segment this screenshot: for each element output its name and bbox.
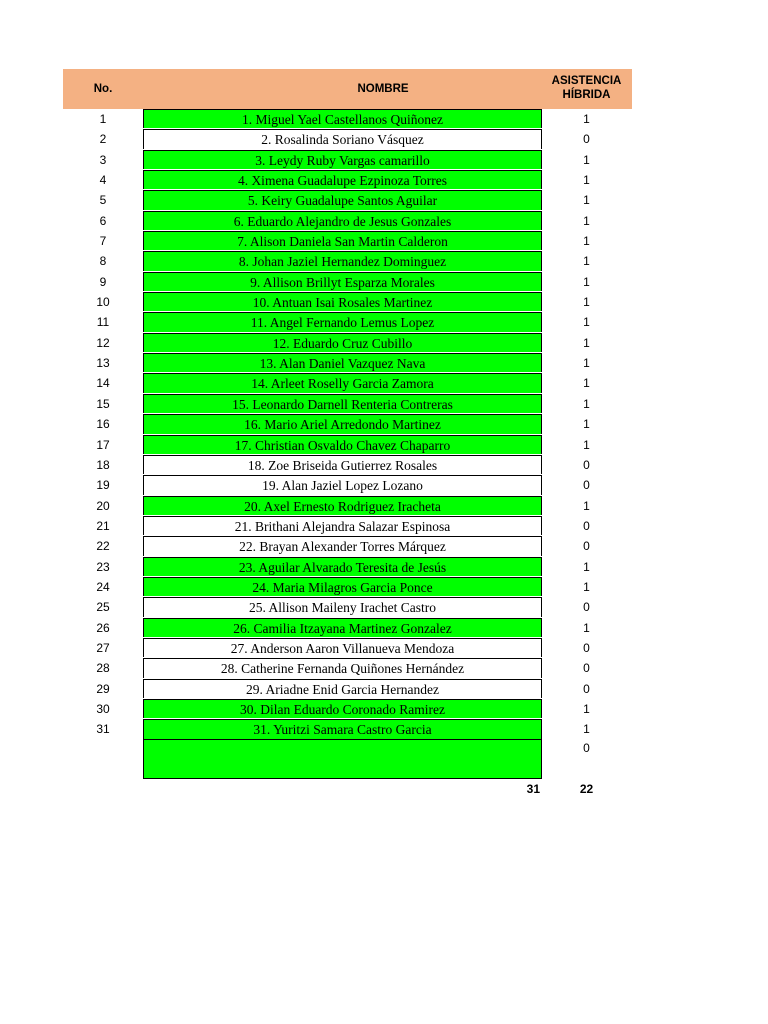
row-number: 29 (96, 681, 110, 696)
attendance-value: 1 (583, 213, 590, 228)
row-number: 30 (96, 701, 110, 716)
row-number: 6 (99, 213, 107, 228)
row-number: 28 (96, 661, 110, 676)
attendance-value: 1 (583, 234, 590, 249)
row-number: 22 (96, 539, 110, 554)
attendance-value: 1 (583, 193, 590, 208)
header-asistencia (543, 74, 630, 102)
blank-name-cell (143, 739, 542, 779)
table-row (63, 170, 632, 190)
student-name: 3. Leydy Ruby Vargas camarillo (143, 150, 542, 169)
table-row (63, 638, 632, 658)
attendance-value: 1 (583, 396, 590, 411)
table-row (63, 658, 632, 678)
row-number: 26 (96, 620, 110, 635)
student-name: 25. Allison Maileny Irachet Castro (143, 597, 542, 616)
table-row (63, 272, 632, 292)
student-name: 2. Rosalinda Soriano Vásquez (143, 129, 542, 148)
attendance-value: 1 (583, 356, 590, 371)
attendance-value: 1 (583, 498, 590, 513)
row-number: 17 (96, 437, 110, 452)
attendance-value: 1 (583, 701, 590, 716)
attendance-value: 1 (583, 335, 590, 350)
attendance-value: 1 (583, 620, 590, 635)
row-number: 10 (96, 295, 110, 310)
table-row (63, 699, 632, 719)
attendance-value: 0 (583, 132, 590, 147)
attendance-value: 1 (583, 579, 590, 594)
student-name: 5. Keiry Guadalupe Santos Aguilar (143, 190, 542, 209)
table-row (63, 129, 632, 149)
attendance-value: 0 (583, 600, 590, 615)
table-row (63, 150, 632, 170)
row-number: 20 (96, 498, 110, 513)
student-name: 31. Yuritzi Samara Castro Garcia (143, 719, 542, 740)
row-number: 7 (99, 234, 107, 249)
row-number: 24 (96, 579, 110, 594)
student-name: 24. Maria Milagros Garcia Ponce (143, 577, 542, 596)
header-nombre: NOMBRE (357, 83, 409, 95)
table-row (63, 557, 632, 577)
attendance-value: 0 (583, 518, 590, 533)
table-header (63, 69, 632, 109)
header-asistencia-line2: HÍBRIDA (562, 89, 611, 101)
student-name: 22. Brayan Alexander Torres Márquez (143, 536, 542, 555)
table-row (63, 435, 632, 455)
table-row (63, 496, 632, 516)
row-number: 8 (99, 254, 107, 269)
attendance-value: 1 (583, 559, 590, 574)
student-name: 16. Mario Ariel Arredondo Martinez (143, 414, 542, 433)
student-name: 17. Christian Osvaldo Chavez Chaparro (143, 435, 542, 454)
row-number: 23 (96, 559, 110, 574)
student-name: 9. Allison Brillyt Esparza Morales (143, 272, 542, 291)
student-name: 19. Alan Jaziel Lopez Lozano (143, 475, 542, 494)
row-number: 12 (96, 335, 110, 350)
row-number: 21 (96, 518, 110, 533)
student-name: 13. Alan Daniel Vazquez Nava (143, 353, 542, 372)
header-no: No. (93, 83, 113, 95)
table-row (63, 394, 632, 414)
attendance-value: 0 (583, 478, 590, 493)
row-number: 25 (96, 600, 110, 615)
attendance-value: 1 (583, 173, 590, 188)
attendance-value: 0 (583, 457, 590, 472)
student-name: 20. Axel Ernesto Rodriguez Iracheta (143, 496, 542, 515)
table-row (63, 373, 632, 393)
attendance-value: 0 (583, 539, 590, 554)
student-name: 21. Brithani Alejandra Salazar Espinosa (143, 516, 542, 535)
table-row (63, 251, 632, 271)
student-name: 4. Ximena Guadalupe Ezpinoza Torres (143, 170, 542, 189)
student-name: 11. Angel Fernando Lemus Lopez (143, 312, 542, 331)
attendance-value: 1 (583, 254, 590, 269)
attendance-value: 1 (583, 274, 590, 289)
row-number: 14 (96, 376, 110, 391)
attendance-value: 1 (583, 376, 590, 391)
row-number: 13 (96, 356, 110, 371)
attendance-value: 1 (583, 295, 590, 310)
row-number: 11 (96, 315, 110, 330)
attendance-value: 1 (583, 152, 590, 167)
table-row (63, 597, 632, 617)
student-name: 10. Antuan Isai Rosales Martinez (143, 292, 542, 311)
table-row (63, 231, 632, 251)
student-name: 27. Anderson Aaron Villanueva Mendoza (143, 638, 542, 657)
table-row (63, 414, 632, 434)
table-row (63, 333, 632, 353)
row-number: 18 (96, 457, 110, 472)
student-name: 12. Eduardo Cruz Cubillo (143, 333, 542, 352)
student-name: 29. Ariadne Enid Garcia Hernandez (143, 679, 542, 698)
student-name: 6. Eduardo Alejandro de Jesus Gonzales (143, 211, 542, 230)
attendance-value: 1 (583, 315, 590, 330)
attendance-value: 0 (583, 640, 590, 655)
student-name: 30. Dilan Eduardo Coronado Ramirez (143, 699, 542, 718)
table-row (63, 190, 632, 210)
row-number: 15 (96, 396, 110, 411)
student-name: 28. Catherine Fernanda Quiñones Hernández (143, 658, 542, 677)
student-name: 18. Zoe Briseida Gutierrez Rosales (143, 455, 542, 474)
student-name: 8. Johan Jaziel Hernandez Dominguez (143, 251, 542, 270)
table-row (63, 679, 632, 699)
student-name: 1. Miguel Yael Castellanos Quiñonez (143, 109, 542, 128)
table-row (63, 312, 632, 332)
blank-attendance-value: 0 (583, 741, 590, 755)
row-number: 5 (99, 193, 107, 208)
student-name: 15. Leonardo Darnell Renteria Contreras (143, 394, 542, 413)
row-number: 1 (99, 112, 107, 126)
attendance-value: 1 (583, 437, 590, 452)
student-name: 26. Camilia Itzayana Martinez Gonzalez (143, 618, 542, 637)
attendance-value: 1 (583, 112, 590, 126)
attendance-value: 1 (583, 722, 590, 737)
attendance-table (63, 109, 632, 740)
table-row (63, 455, 632, 475)
table-row (63, 536, 632, 556)
row-number: 9 (99, 274, 107, 289)
table-row (63, 577, 632, 597)
total-students: 31 (526, 782, 540, 796)
row-number: 19 (96, 478, 110, 493)
row-number: 31 (96, 722, 110, 737)
student-name: 23. Aguilar Alvarado Teresita de Jesús (143, 557, 542, 576)
table-row (63, 292, 632, 312)
table-row (63, 109, 632, 129)
student-name: 7. Alison Daniela San Martin Calderon (143, 231, 542, 250)
table-row (63, 475, 632, 495)
row-number: 3 (99, 152, 107, 167)
total-attendance: 22 (579, 782, 594, 796)
row-number: 4 (99, 173, 107, 188)
table-row (63, 618, 632, 638)
attendance-value: 1 (583, 417, 590, 432)
row-number: 2 (99, 132, 107, 147)
table-row (63, 516, 632, 536)
row-number: 16 (96, 417, 110, 432)
header-asistencia-line1: ASISTENCIA (551, 75, 622, 87)
table-row (63, 353, 632, 373)
row-number: 27 (96, 640, 110, 655)
table-row (63, 211, 632, 231)
attendance-value: 0 (583, 681, 590, 696)
student-name: 14. Arleet Roselly Garcia Zamora (143, 373, 542, 392)
table-row (63, 719, 632, 739)
attendance-value: 0 (583, 661, 590, 676)
